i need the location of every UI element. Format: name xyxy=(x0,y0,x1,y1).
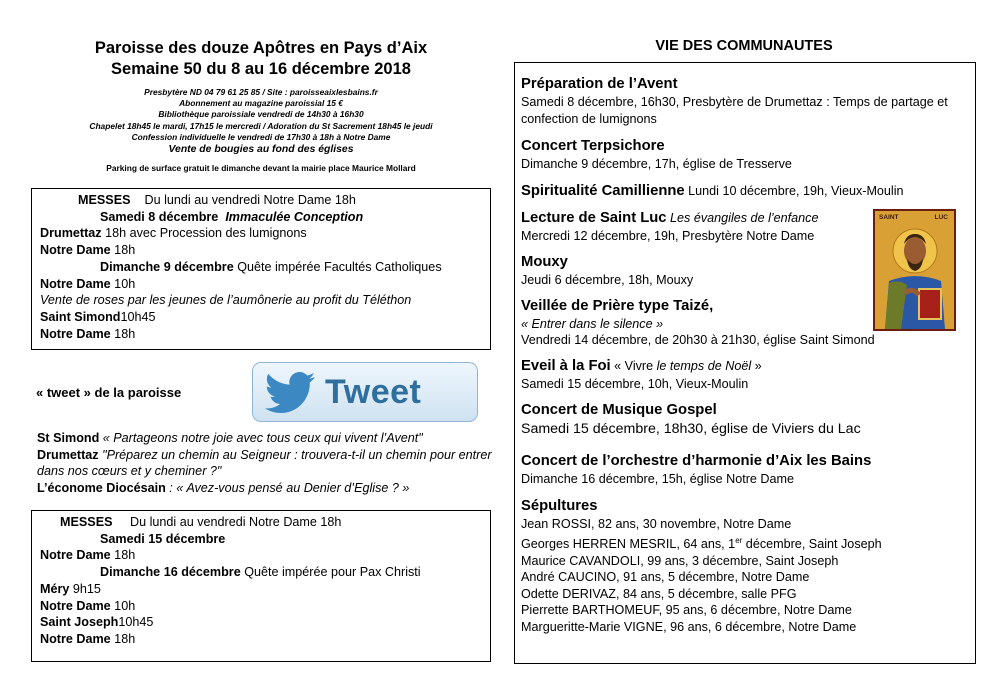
event-text: Jeudi 6 décembre, 18h, Mouxy xyxy=(521,272,694,287)
vente-line: Vente de bougies au fond des églises xyxy=(168,144,354,156)
mass-place: Notre Dame xyxy=(40,631,111,646)
mass-time: 18h xyxy=(110,243,136,258)
mass-place: Notre Dame xyxy=(40,243,111,258)
mass-line xyxy=(40,598,484,615)
sepulture-text: Georges HERREN MESRIL, 64 ans, 1 xyxy=(521,537,736,552)
tweet-item xyxy=(37,430,495,447)
mass-line xyxy=(40,581,484,598)
superscript: er xyxy=(735,535,743,545)
messes-box-week1 xyxy=(31,188,491,350)
event-text: Samedi 8 décembre, 16h30, Presbytère de Drumettaz : Temps de partage et confection de lumignons xyxy=(521,95,948,126)
mass-place: Méry xyxy=(40,581,70,596)
sepulture-item: Odette DERIVAZ, 84 ans, 5 décembre, salle PFG xyxy=(521,586,797,601)
vie-title: VIE DES COMMUNAUTES xyxy=(655,38,833,54)
mass-place: Saint Joseph xyxy=(40,615,119,630)
mass-place: Saint Simond xyxy=(40,309,121,324)
parish-header xyxy=(28,38,494,174)
sepultures xyxy=(521,497,969,635)
parish-info xyxy=(28,87,494,156)
event-eveil-foi xyxy=(521,357,969,393)
sepulture-item xyxy=(521,533,969,553)
sepulture-item: Maurice CAVANDOLI, 99 ans, 3 décembre, Saint Joseph xyxy=(521,553,839,568)
event-title: Veillée de Prière type Taizé, xyxy=(521,297,714,314)
mass-time: 10h45 xyxy=(120,309,156,324)
info-line: Bibliothèque paroissiale vendredi de 14h30 à 16h30 xyxy=(158,109,364,120)
tweet-item xyxy=(37,447,495,480)
event-terpsichore xyxy=(521,137,969,173)
parking-line: Parking de surface gratuit le dimanche devant la mairie place Maurice Mollard xyxy=(106,163,416,174)
event-camillienne xyxy=(521,182,969,201)
tweet-button xyxy=(252,362,478,422)
event-text: Samedi 15 décembre, 18h30, église de Viviers du Lac xyxy=(521,420,861,437)
sepulture-text: décembre, Saint Joseph xyxy=(742,537,882,552)
sunday-line xyxy=(40,564,484,581)
tweet-content: : « Avez-vous pensé au Denier d’Eglise ? » xyxy=(165,480,410,495)
mass-line xyxy=(40,276,484,293)
mass-time: 18h avec Procession des lumignons xyxy=(101,226,307,241)
mass-line xyxy=(40,614,484,631)
event-text: Samedi 15 décembre, 10h, Vieux-Moulin xyxy=(521,376,749,391)
mass-line xyxy=(40,242,484,259)
event-title: Concert de Musique Gospel xyxy=(521,401,717,418)
tweet-content: "Préparez un chemin au Seigneur : trouvera-t-il un chemin pour entrer dans nos cœurs et y cheminer ?" xyxy=(37,447,492,478)
saint-luc-icon-image xyxy=(873,209,956,331)
parish-title: Paroisse des douze Apôtres en Pays d’Aix xyxy=(94,39,428,57)
saturday-date: Samedi 15 décembre xyxy=(100,531,226,546)
sunday-date: Dimanche 16 décembre xyxy=(100,565,241,580)
event-text: Mercredi 12 décembre, 19h, Presbytère Notre Dame xyxy=(521,229,815,244)
event-title: Eveil à la Foi xyxy=(521,357,611,374)
info-line: Presbytère ND 04 79 61 25 85 / Site : paroisseaixlesbains.fr xyxy=(144,87,378,97)
event-text: Dimanche 16 décembre, 15h, église Notre Dame xyxy=(521,471,795,486)
icon-caption-right: LUC xyxy=(934,214,948,221)
messes-head xyxy=(40,514,484,531)
mass-line xyxy=(40,631,484,648)
tweet-author: Drumettaz xyxy=(37,447,99,462)
event-title: Concert de l’orchestre d’harmonie d’Aix les Bains xyxy=(521,452,872,469)
mass-place: Notre Dame xyxy=(40,276,111,291)
saturday-date: Samedi 8 décembre xyxy=(100,209,219,224)
mass-line xyxy=(40,309,484,326)
sunday-line xyxy=(40,259,484,276)
messes-label: MESSES xyxy=(78,193,131,207)
event-gospel xyxy=(521,401,969,438)
sepulture-item: André CAUCINO, 91 ans, 5 décembre, Notre Dame xyxy=(521,570,810,585)
tweet-messages xyxy=(37,430,495,496)
tweet-label: « tweet » de la paroisse xyxy=(36,385,182,400)
info-line: Chapelet 18h45 le mardi, 17h15 le mercredi / Adoration du St Sacrement 18h45 le jeudi xyxy=(89,120,433,131)
twitter-bird-icon xyxy=(265,371,317,413)
quete-text: Quête impérée Facultés Catholiques xyxy=(233,259,442,274)
sunday-date: Dimanche 9 décembre xyxy=(100,259,234,274)
event-title: Spiritualité Camillienne xyxy=(521,183,685,200)
messes-weekday-text: Du lundi au vendredi Notre Dame 18h xyxy=(130,515,342,529)
mass-time: 9h15 xyxy=(69,581,101,596)
telethon-note: Vente de roses par les jeunes de l’aumônerie au profit du Téléthon xyxy=(40,293,412,308)
mass-line xyxy=(40,225,484,242)
mass-line xyxy=(40,547,484,564)
icon-caption-left: SAINT xyxy=(879,214,899,221)
messes-box-week2 xyxy=(31,510,491,662)
event-text: Dimanche 9 décembre, 17h, église de Tresserve xyxy=(521,157,792,172)
saturday-line xyxy=(40,531,484,548)
event-subtitle: le temps de Noël xyxy=(656,358,752,373)
event-title: Sépultures xyxy=(521,498,598,515)
mass-line xyxy=(40,326,484,343)
event-title: Préparation de l’Avent xyxy=(521,76,678,92)
week-title: Semaine 50 du 8 au 16 décembre 2018 xyxy=(111,60,411,78)
event-subtitle: Les évangiles de l’enfance xyxy=(666,211,819,226)
event-subtitle: « Entrer dans le silence » xyxy=(521,316,664,331)
saint-luc-icon xyxy=(875,211,954,329)
mass-time: 10h xyxy=(110,598,136,613)
info-line: Abonnement au magazine paroissial 15 € xyxy=(179,98,343,109)
tweet-content: « Partageons notre joie avec tous ceux qui vivent l’Avent" xyxy=(99,431,423,445)
feast-name: Immaculée Conception xyxy=(225,209,364,224)
sepulture-item: Margueritte-Marie VIGNE, 96 ans, 6 décembre, Notre Dame xyxy=(521,620,857,635)
messes-label: MESSES xyxy=(60,515,113,529)
mass-place: Drumettaz xyxy=(40,226,102,241)
mass-time: 18h xyxy=(110,548,136,563)
tweet-author: L’économe Diocésain xyxy=(37,480,166,495)
event-harmonie xyxy=(521,452,969,488)
sepulture-item: Jean ROSSI, 82 ans, 30 novembre, Notre Dame xyxy=(521,517,792,532)
quete-text: Quête impérée pour Pax Christi xyxy=(240,565,421,580)
info-line: Confession individuelle le vendredi de 17h30 à 18h à Notre Dame xyxy=(131,131,391,142)
vie-box xyxy=(514,62,976,664)
event-title: Mouxy xyxy=(521,253,568,270)
mass-time: 18h xyxy=(110,631,136,646)
event-subtitle: » xyxy=(751,358,762,373)
tweet-text: Tweet xyxy=(325,372,422,411)
event-subtitle: « Vivre xyxy=(610,358,657,373)
messes-head xyxy=(40,192,484,209)
event-avent xyxy=(521,75,969,127)
event-title: Lecture de Saint Luc xyxy=(521,210,667,227)
mass-time: 10h xyxy=(110,276,136,291)
event-title: Concert Terpsichore xyxy=(521,138,665,155)
mass-time: 10h45 xyxy=(118,615,154,630)
event-text: Vendredi 14 décembre, de 20h30 à 21h30, église Saint Simond xyxy=(521,333,875,348)
tweet-item xyxy=(37,480,495,497)
event-text: Lundi 10 décembre, 19h, Vieux-Moulin xyxy=(684,184,904,199)
mass-place: Notre Dame xyxy=(40,548,111,563)
sepulture-item: Pierrette BARTHOMEUF, 95 ans, 6 décembre, Notre Dame xyxy=(521,603,852,618)
messes-weekday-text: Du lundi au vendredi Notre Dame 18h xyxy=(144,193,356,207)
saturday-line xyxy=(40,209,484,226)
tweet-author: St Simond xyxy=(37,431,100,445)
mass-place: Notre Dame xyxy=(40,598,111,613)
mass-place: Notre Dame xyxy=(40,326,111,341)
mass-time: 18h xyxy=(110,326,136,341)
